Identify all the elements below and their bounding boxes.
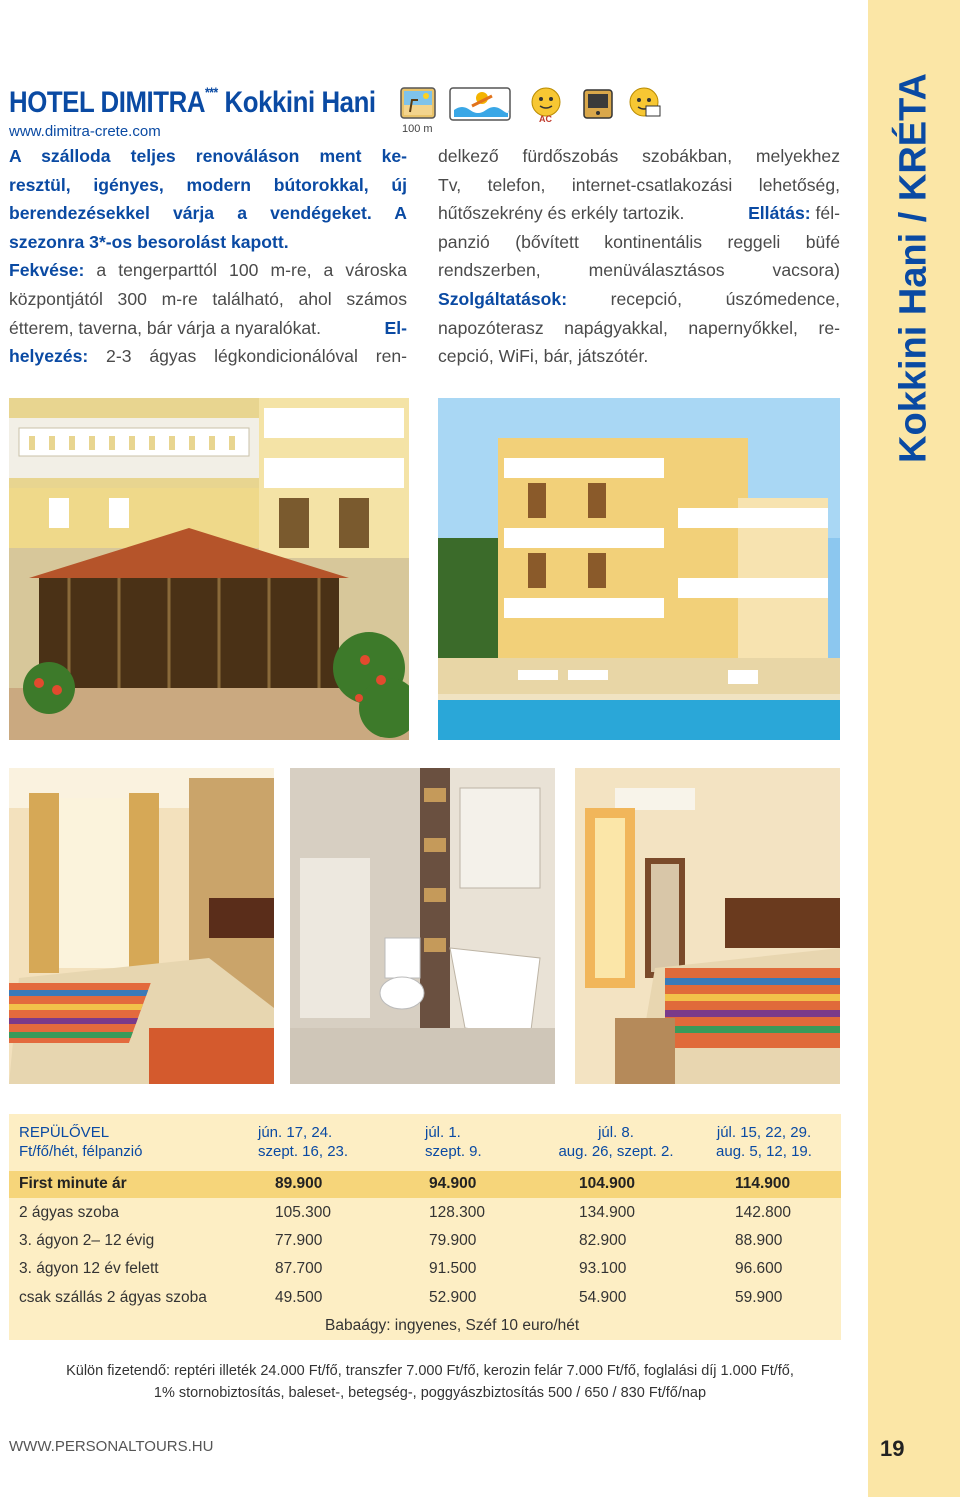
description-line: cepció, WiFi, bár, játszótér. [438, 346, 649, 367]
fekvese-line [9, 314, 407, 343]
photo-bedroom-1 [9, 768, 274, 1084]
fekvese-text: étterem, taverna, bár várja a nyaralókat. [9, 317, 321, 338]
date-line: júl. 15, 22, 29. [716, 1124, 812, 1141]
price-cell: 105.300 [275, 1204, 332, 1221]
fekvese-label: Fekvése: [9, 260, 85, 281]
hotel-name: HOTEL DIMITRA [9, 86, 206, 119]
table-row [9, 1256, 841, 1283]
distance-label: 100 m [402, 123, 433, 135]
price-cell: 134.900 [579, 1204, 636, 1221]
row-label: 2 ágyas szoba [19, 1204, 119, 1221]
price-cell: 96.600 [735, 1260, 783, 1277]
description-line: napozóterasz napágyakkal, napernyőkkel, re- [438, 317, 840, 338]
intro-line: szezonra 3*-os besorolást kapott. [9, 231, 289, 252]
price-table [9, 1114, 841, 1340]
szolg-label: Szolgáltatások: [438, 288, 568, 309]
row-label: 3. ágyon 12 év felett [19, 1260, 159, 1277]
photo-bedroom-2 [575, 768, 840, 1084]
table-row [9, 1200, 841, 1227]
fekvese-text: központjától 300 m-re található, ahol számos [9, 288, 407, 309]
elhelyezes-label: helyezés: [9, 346, 89, 367]
price-cell: 79.900 [429, 1232, 477, 1249]
row-label: First minute ár [19, 1175, 127, 1192]
page-number: 19 [880, 1436, 905, 1461]
extra-costs-line: Külön fizetendő: reptéri illeték 24.000 Ft/fő, transzfer 7.000 Ft/fő, kerozin felár 7.000 Ft/fő, foglalási díj 1.000 Ft/fő, [66, 1363, 794, 1379]
price-cell: 93.100 [579, 1260, 627, 1277]
intro-line: berendezésekkel várja a vendégeket. A [9, 203, 407, 224]
intro-line: resztül, igényes, modern bútorokkal, új [9, 174, 407, 195]
svg-text:AC: AC [539, 114, 552, 124]
price-cell: 91.500 [429, 1260, 477, 1277]
pool-icon [448, 84, 512, 124]
row-label: 3. ágyon 2– 12 évig [19, 1232, 155, 1249]
hotel-stars: *** [205, 84, 218, 100]
table-note: Babaágy: ingyenes, Széf 10 euro/hét [325, 1317, 580, 1334]
table-row [9, 1228, 841, 1255]
price-cell: 94.900 [429, 1175, 477, 1192]
row-label: csak szállás 2 ágyas szoba [19, 1289, 207, 1306]
beach-distance-icon [398, 84, 438, 124]
price-cell: 82.900 [579, 1232, 627, 1249]
price-cell: 87.700 [275, 1260, 323, 1277]
date-line: jún. 17, 24. [258, 1124, 333, 1141]
fekvese-text: a tengerparttól 100 m-re, a városka [84, 260, 407, 281]
table-header-title: REPÜLŐVEL [19, 1124, 110, 1141]
date-line: szept. 16, 23. [258, 1143, 349, 1160]
hotel-title [9, 86, 376, 120]
price-cell: 142.800 [735, 1204, 792, 1221]
price-cell: 114.900 [735, 1175, 791, 1192]
date-column-1 [258, 1123, 348, 1161]
wifi-icon [624, 84, 664, 124]
elhelyezes-label: El- [384, 317, 407, 338]
description-left [9, 142, 407, 371]
szolg-line [438, 285, 840, 314]
air-conditioning-icon [526, 84, 566, 124]
table-note-row [9, 1313, 841, 1340]
price-cell: 89.900 [275, 1175, 323, 1192]
szolg-text: recepció, úszómedence, [567, 288, 840, 309]
price-cell: 52.900 [429, 1289, 477, 1306]
photo-bathroom [290, 768, 555, 1084]
price-cell: 59.900 [735, 1289, 783, 1306]
table-row [9, 1171, 841, 1198]
date-column-2 [425, 1123, 482, 1161]
date-line: júl. 1. [425, 1124, 461, 1141]
photo-pool-building [438, 398, 840, 740]
table-row [9, 1285, 841, 1312]
price-cell: 104.900 [579, 1175, 636, 1192]
date-column-3 [551, 1123, 681, 1161]
description-right [438, 142, 840, 371]
ellatas-line [438, 199, 840, 228]
description-line: rendszerben, menüválasztásos vacsora) [438, 260, 840, 281]
fekvese-line [9, 256, 407, 285]
description-line: delkező fürdőszobás szobákban, melyekhez [438, 146, 840, 166]
description-line: panzió (bővített kontinentális reggeli büfé [438, 231, 840, 252]
table-header-subtitle: Ft/fő/hét, félpanzió [19, 1143, 143, 1160]
ellatas-text: fél- [810, 203, 840, 224]
intro-line: A szálloda teljes renováláson ment ke- [9, 146, 407, 166]
date-line: szept. 9. [425, 1143, 482, 1160]
table-header-left [19, 1123, 142, 1161]
price-cell: 128.300 [429, 1204, 486, 1221]
elhelyezes-text: 2-3 ágyas légkondicionálóval ren- [88, 346, 407, 367]
site-url[interactable]: WWW.PERSONALTOURS.HU [9, 1438, 214, 1455]
ellatas-label: Ellátás: [748, 203, 811, 224]
hotel-location: Kokkini Hani [224, 86, 376, 119]
date-column-4 [689, 1123, 839, 1161]
price-cell: 88.900 [735, 1232, 783, 1249]
extra-costs-line: 1% stornobiztosítás, baleset-, betegség-, poggyászbiztosítás 500 / 650 / 830 Ft/fő/nap [153, 1385, 707, 1401]
date-line: júl. 8. [598, 1124, 634, 1141]
extra-costs-note [0, 1360, 860, 1404]
tv-icon [578, 84, 618, 124]
side-title-text: Kokkini Hani / KRÉTA [892, 73, 935, 463]
hotel-url[interactable]: www.dimitra-crete.com [9, 123, 161, 140]
date-line: aug. 26, szept. 2. [558, 1143, 674, 1160]
price-cell: 49.500 [275, 1289, 323, 1306]
description-line: hűtőszekrény és erkély tartozik. [438, 203, 685, 224]
price-cell: 54.900 [579, 1289, 627, 1306]
date-line: aug. 5, 12, 19. [716, 1143, 812, 1160]
elhelyezes-line [9, 342, 407, 371]
price-cell: 77.900 [275, 1232, 323, 1249]
photo-hotel-restaurant [9, 398, 409, 740]
description-line: Tv, telefon, internet-csatlakozási lehetőség, [438, 174, 840, 195]
